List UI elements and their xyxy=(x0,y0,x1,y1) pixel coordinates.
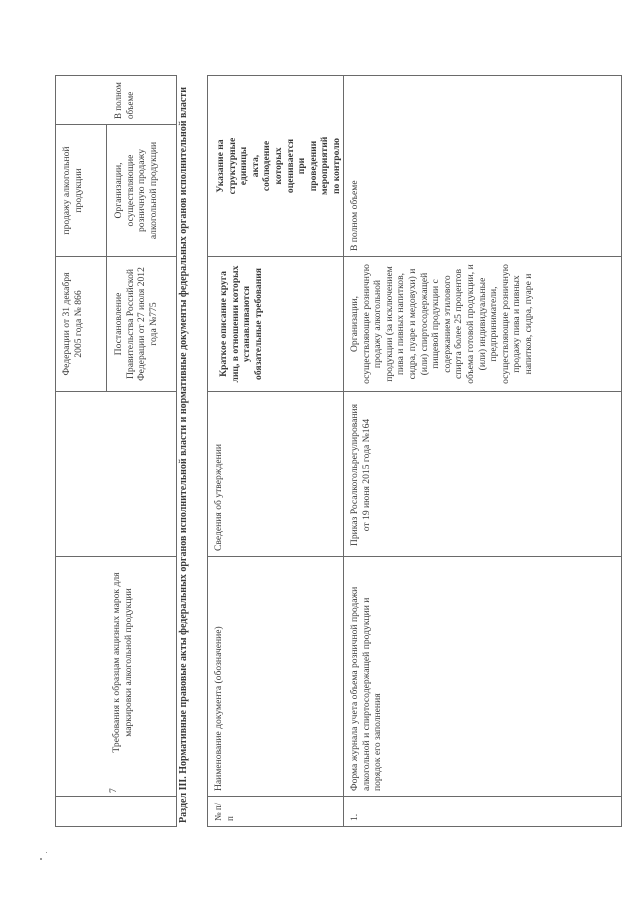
top-table-divider xyxy=(55,256,177,257)
top-table-divider xyxy=(55,124,177,125)
scope-cell-lower: Организации, осуществляющие розничную продажу алкогольной продукции xyxy=(113,141,159,240)
header-approval: Сведения об утверждении xyxy=(213,444,224,551)
header-number: № п/п xyxy=(213,802,235,821)
document-name-cell: Форма журнала учета объема розничной продажи алкогольной и спиртосодержащей продукции и порядок его заполнения xyxy=(349,586,384,791)
approval-cell: Приказ Росалкогольрегулирования от 19 июня 2015 года №164 xyxy=(349,403,372,547)
approval-cell-upper: Федерации от 31 декабря 2005 года № 866 xyxy=(61,272,84,376)
main-table-divider xyxy=(207,256,622,257)
main-table-divider xyxy=(207,391,622,392)
header-scope: Краткое описание круга лиц, в отношении которых устанавливаются обязательные требования xyxy=(218,265,264,383)
top-table-divider xyxy=(55,391,177,392)
parts-cell-lower: В полном объеме xyxy=(113,82,135,119)
header-document-name: Наименование документа (обозначение) xyxy=(213,626,224,791)
row-number: 1. xyxy=(349,813,360,821)
structural-parts-cell: В полном объеме xyxy=(349,180,360,251)
row-number: 7 xyxy=(108,788,119,793)
document-name-cell: Требования к образцам акцизных марок для маркировки алкогольной продукции xyxy=(111,572,134,753)
top-table-row-divider xyxy=(106,125,107,392)
scope-cell-upper: продажу алкогольной продукции xyxy=(61,146,84,235)
approval-cell-lower: Постановление Правительства Российской Федерации от 27 июля 2012 года №775 xyxy=(113,267,159,381)
main-table-divider xyxy=(207,796,622,797)
scan-speck xyxy=(40,858,42,860)
scan-speck xyxy=(46,852,47,853)
section-title: Раздел III. Нормативные правовые акты федеральных органов исполнительной власти и нормативные документы федеральных органов исполнительной власти xyxy=(178,87,189,823)
header-structural-parts: Указание на структурные единицы акта, соблюдение которых оценивается при проведении мероприятий по контролю xyxy=(215,136,342,195)
top-table-divider xyxy=(55,556,177,557)
main-table-divider xyxy=(207,556,622,557)
main-table-header-divider xyxy=(343,75,344,827)
scope-cell: Организации, осуществляющие розничную продажу алкогольной продукции (за исключением пива и пивных напитков, сидра, пуаре и медовухи) и (или) спиртосодержащей пищевой продукции с содержанием этилового спирта более 25 процентов объема готовой продукции, и (или) индивидуальные предприниматели, осуществляющие розничную продажу пива и пивных напитков, сидра, пуаре и xyxy=(349,264,534,384)
